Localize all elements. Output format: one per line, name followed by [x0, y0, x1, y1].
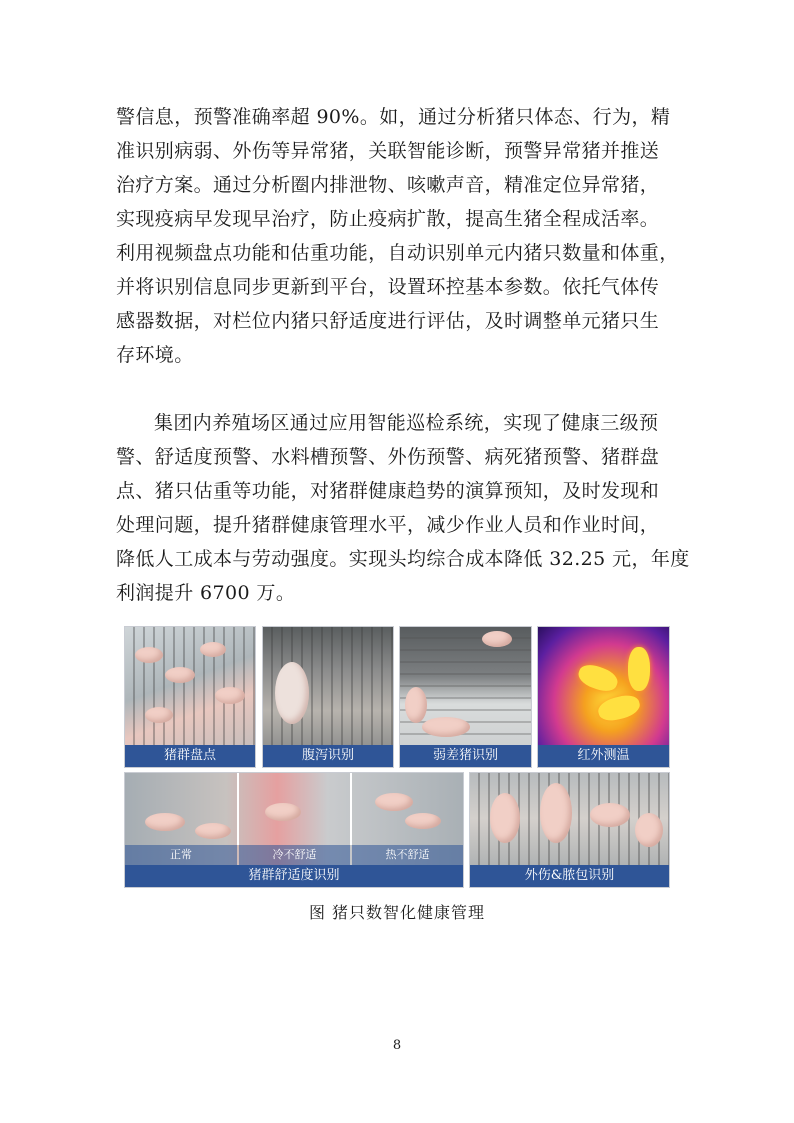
text-line: 处理问题，提升猪群健康管理水平，减少作业人员和作业时间， — [116, 514, 660, 536]
pig-shape — [200, 642, 226, 657]
text-line: 警、舒适度预警、水料槽预警、外伤预警、病死猪预警、猪群盘 — [116, 446, 660, 468]
floor-slats — [125, 627, 255, 745]
text-line: 集团内养殖场区通过应用智能巡检系统，实现了健康三级预 — [154, 412, 659, 434]
text-line: 治疗方案。通过分析圈内排泄物、咳嗽声音，精准定位异常猪， — [116, 174, 660, 196]
panel-caption: 猪群盘点 — [125, 745, 255, 767]
panel-caption: 弱差猪识别 — [400, 745, 531, 767]
text-line: 感器数据，对栏位内猪只舒适度进行评估，及时调整单元猪只生 — [116, 310, 660, 332]
text-line: 点、猪只估重等功能，对猪群健康趋势的演算预知，及时发现和 — [116, 480, 660, 502]
pig-shape — [145, 813, 185, 831]
text-line: 警信息，预警准确率超 90%。如，通过分析猪只体态、行为，精 — [116, 106, 671, 128]
panel-divider — [237, 773, 239, 845]
text-line: 利润提升 6700 万。 — [116, 582, 296, 604]
pig-shape — [265, 803, 301, 821]
pig-shape — [145, 707, 173, 723]
panel-caption: 外伤&脓包识别 — [470, 865, 669, 887]
state-label-hot: 热不舒适 — [352, 845, 463, 865]
state-label-cold: 冷不舒适 — [239, 845, 350, 865]
pig-shape — [195, 823, 231, 839]
pig-shape — [405, 813, 441, 829]
panel-divider — [350, 773, 352, 845]
page-number: 8 — [392, 1038, 402, 1053]
text-line: 降低人工成本与劳动强度。实现头均综合成本降低 32.25 元，年度 — [116, 548, 690, 570]
pig-shape — [540, 783, 572, 843]
pig-shape — [375, 793, 413, 811]
panel-caption: 红外测温 — [538, 745, 669, 767]
photo-herd-count — [124, 626, 256, 768]
state-label-normal: 正常 — [125, 845, 237, 865]
pig-shape — [165, 667, 195, 683]
text-line: 实现疫病早发现早治疗，防止疫病扩散，提高生猪全程成活率。 — [116, 208, 660, 230]
pig-shape — [275, 662, 309, 724]
body-paragraph-1 — [116, 100, 682, 372]
photo-infrared-thermometry — [537, 626, 670, 768]
panel-caption: 猪群舒适度识别 — [125, 865, 463, 887]
thermal-pig-shape — [628, 647, 650, 691]
text-line: 准识别病弱、外伤等异常猪，关联智能诊断，预警异常猪并推送 — [116, 140, 660, 162]
pig-shape — [215, 687, 245, 704]
figure-caption: 图 猪只数智化健康管理 — [308, 903, 486, 922]
panel-caption: 腹泻识别 — [263, 745, 393, 767]
pig-shape — [590, 803, 630, 827]
pig-shape — [490, 793, 520, 843]
text-line: 并将识别信息同步更新到平台，设置环控基本参数。依托气体传 — [116, 276, 660, 298]
photo-diarrhea-detection — [262, 626, 394, 768]
pig-shape — [405, 687, 427, 723]
text-line: 存环境。 — [116, 344, 194, 366]
text-line: 利用视频盘点功能和估重功能，自动识别单元内猪只数量和体重， — [116, 242, 679, 264]
photo-weak-pig-detection — [399, 626, 532, 768]
pig-shape — [482, 631, 512, 647]
body-paragraph-2 — [116, 406, 690, 610]
photo-comfort-detection — [124, 772, 464, 888]
pig-shape — [135, 647, 163, 663]
pig-shape — [422, 717, 470, 737]
pig-shape — [635, 813, 663, 847]
photo-injury-abscess-detection — [469, 772, 670, 888]
